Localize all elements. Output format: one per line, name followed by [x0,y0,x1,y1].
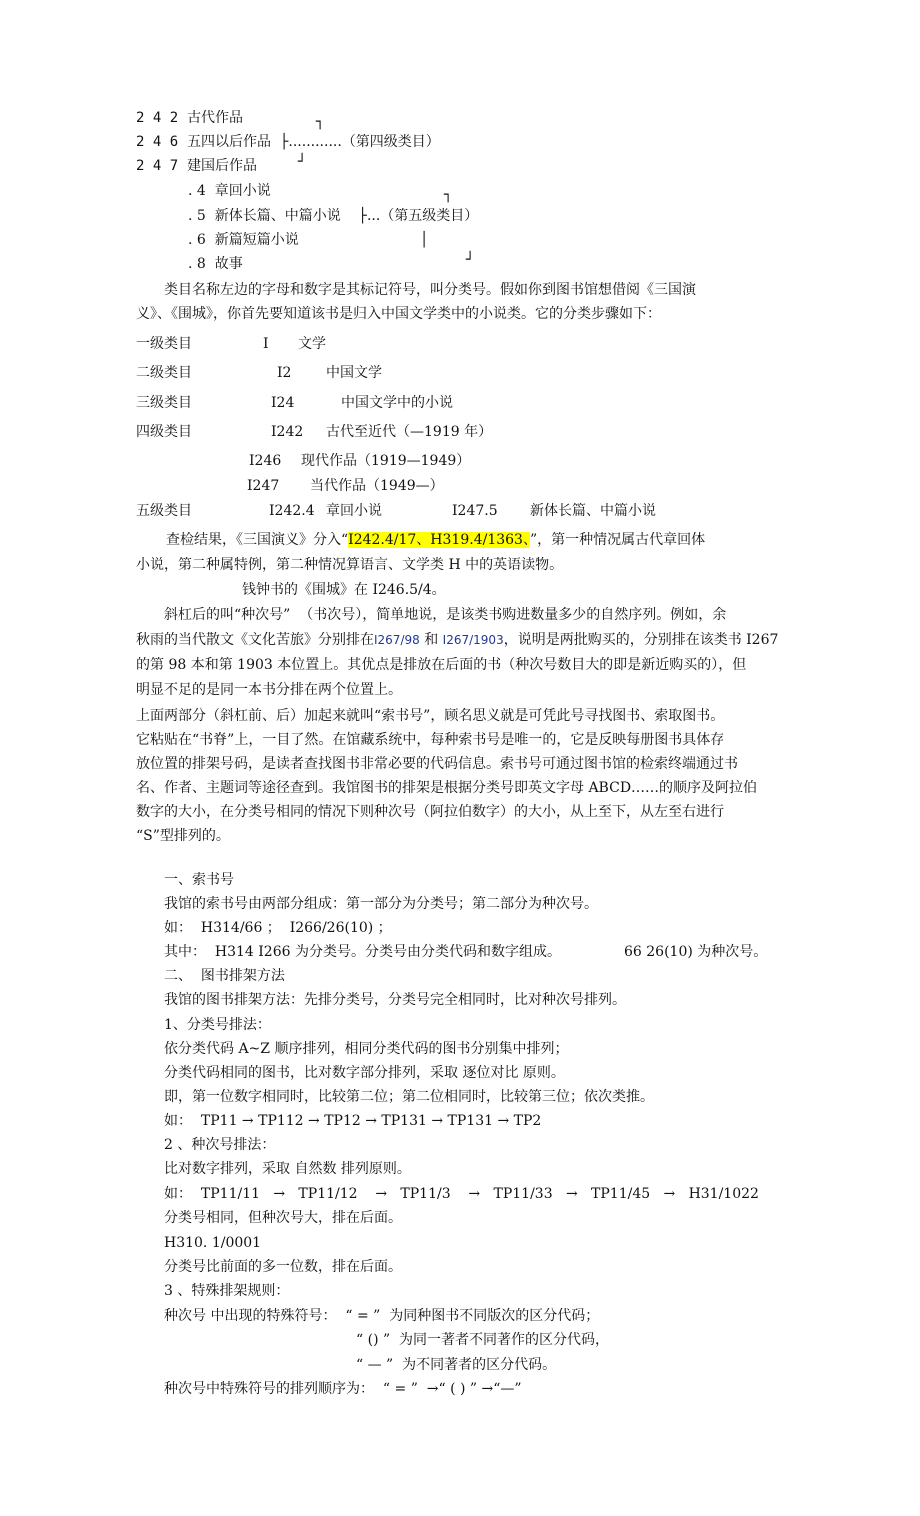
zhc-line-1: 斜杠后的叫“种次号” （书次号），简单地说，是该类书购进数量多少的自然序列。例如，余 [164,607,727,623]
tree-row-246: 2 4 6 五四以后作品 ├............（第四级类目） [136,134,440,150]
intro-line-1: 类目名称左边的字母和数字是其标记符号，叫分类号。假如你到图书馆想借阅《三国演 [164,282,696,298]
section-2-title: 二、 图书排架方法 [164,968,285,984]
intro-emphasis: 中国文学类中的小说类。它的分类步骤如下： [381,306,661,322]
bracket-vertical: │ [420,232,429,248]
sy-line-4: 名、作者、主题词等途径查到。我馆图书的排架是根据分类号即英文字母 ABCD……的顺序及阿拉伯 [136,780,758,796]
section-2-s1d: 如： TP11 → TP112 → TP12 → TP131 → TP131 → TP2 [164,1113,542,1129]
tree-name: 新体长篇、中篇小说 [214,208,341,224]
tree-code: . 5 [188,208,206,224]
sy-line-1: 上面两部分（斜杠前、后）加起来就叫“索书号”，顾名思义就是可凭此号寻找图书、索取图书。 [136,708,725,724]
section-2-s1b: 分类代码相同的图书，比对数字部分排列，采取 逐位对比 原则。 [164,1065,565,1081]
result-text: ”，第一种情况属古代章回体 [529,532,706,548]
section-2-s2b: 如： TP11/11 → TP11/12 → TP11/3 → TP11/33 → TP11/45 → H31/1022 [164,1186,759,1202]
section-2-s2a: 比对数字排列，采取 自然数 排列原则。 [164,1161,411,1177]
sy-line-5: 数字的大小，在分类号相同的情况下则种次号（阿拉伯数字）的大小，从上至下，从左至右进行 [136,804,724,820]
tree-name: 古代作品 [187,110,244,126]
bracket-top-corner: ┐ [316,114,325,130]
tree-sub-8 [188,254,243,274]
bracket-top-corner: ┐ [444,187,453,203]
section-1-p3b: 66 26(10) 为种次号。 [624,944,768,960]
tree-sub-4 [188,181,271,201]
section-2-s1: 1、分类号排法： [164,1017,271,1033]
level-1-name: 文学 [298,336,326,352]
level-5-code-2: I247.5 [452,503,498,519]
section-2-s1c: 即，第一位数字相同时，比较第二位；第二位相同时，比较第三位；依次类推。 [164,1089,654,1105]
tree-name: 章回小说 [214,183,271,199]
section-2-s3a1: 种次号 中出现的特殊符号： “ = ” 为同种图书不同版次的区分代码； [164,1308,600,1324]
tree-note: ...（第五级类目） [366,208,479,224]
section-1-p3a: 其中： H314 I266 为分类号。分类号由分类代码和数字组成。 [164,944,561,960]
sy-line-2: 它粘贴在“书脊”上，一目了然。在馆藏系统中，每种索书号是唯一的，它是反映每册图书具体存 [136,732,725,748]
result-line-1 [166,530,705,550]
intro-line-2 [136,304,661,324]
bracket-bottom-corner: ┘ [298,154,307,170]
tree-code: . 6 [188,232,206,248]
tree-name: 五四以后作品 [187,134,272,150]
level-4b-code: I246 [249,453,282,469]
call-number-link: I267/98 [374,633,420,647]
level-4c-name: 当代作品（1949—） [310,478,444,494]
bracket-bottom-corner: ┘ [466,252,475,268]
zhc-text: ，说明是两批购买的，分别排在该类书 I267 [503,632,779,648]
zhc-line-4: 明显不足的是同一本书分排在两个位置上。 [136,682,402,698]
section-2-s2c: 分类号相同，但种次号大，排在后面。 [164,1210,402,1226]
tree-code: . 8 [188,256,206,272]
level-4c-code: I247 [247,478,280,494]
level-5-code-1: I242.4 [269,503,315,519]
section-2-p1: 我馆的图书排架方法：先排分类号，分类号完全相同时，比对种次号排列。 [164,992,626,1008]
tree-code: 2 4 6 [136,134,179,150]
sy-line-3: 放位置的排架号码，是读者查找图书非常必要的代码信息。索书号可通过图书馆的检索终端通过书 [136,756,738,772]
section-2-s2d: H310. 1/0001 [164,1235,262,1251]
tree-code: 2 4 2 [136,110,179,126]
zhc-line-2 [136,630,778,650]
level-4-label: 四级类目 [136,424,192,440]
level-2-label: 二级类目 [136,365,192,381]
section-1-p2: 如： H314/66 ； I266/26(10) ； [164,920,392,936]
level-4-name: 古代至近代（—1919 年） [326,424,493,440]
tree-sub-5: . 5 新体长篇、中篇小说 ├...（第五级类目） [188,208,479,224]
section-2-s3: 3 、特殊排架规则： [164,1283,290,1299]
zhc-text: 和 [419,632,443,648]
result-line-3: 钱钟书的《围城》在 I246.5/4。 [242,582,446,598]
result-text: 查检结果，《三国演义》分入“ [166,532,349,548]
zhc-line-3: 的第 98 本和第 1903 本位置上。其优点是排放在后面的书（种次号数目大的即是新近购买的），但 [136,657,747,673]
level-4-code: I242 [271,424,304,440]
result-line-2: 小说，第二种属特例，第二种情况算语言、文学类 H 中的英语读物。 [136,557,564,573]
sy-line-6: “S”型排列的。 [136,828,230,844]
level-2-code: I2 [277,365,292,381]
intro-text: 义》、《围城》，你首先要知道该书是归入 [136,306,381,322]
highlighted-callnumbers: I242.4/17、H319.4/1363、 [348,532,530,548]
level-5-label: 五级类目 [136,503,192,519]
tree-note: ............（第四级类目） [288,134,440,150]
level-5-name-2: 新体长篇、中篇小说 [530,503,656,519]
call-number-link: I267/1903 [442,633,504,647]
level-1-label: 一级类目 [136,336,192,352]
section-1-title: 一、索书号 [164,872,234,888]
section-2-s2e: 分类号比前面的多一位数，排在后面。 [164,1259,402,1275]
level-3-name: 中国文学中的小说 [341,395,453,411]
level-5-name-1: 章回小说 [326,503,382,519]
tree-name: 建国后作品 [187,158,258,174]
section-1-p1: 我馆的索书号由两部分组成：第一部分为分类号；第二部分为种次号。 [164,896,598,912]
level-1-code: I [263,336,269,352]
tree-name: 新篇短篇小说 [214,232,299,248]
tree-name: 故事 [214,256,243,272]
section-2-s3a2: “ () ” 为同一著者不同著作的区分代码， [356,1332,610,1348]
tree-code: 2 4 7 [136,158,179,174]
level-3-label: 三级类目 [136,395,192,411]
level-4b-name: 现代作品（1919—1949） [301,453,471,469]
tree-row-242 [136,108,243,128]
level-2-name: 中国文学 [326,365,382,381]
level-3-code: I24 [271,395,295,411]
section-2-s2: 2 、种次号排法： [164,1137,276,1153]
section-2-s1a: 依分类代码 A~Z 顺序排列，相同分类代码的图书分别集中排列； [164,1041,569,1057]
tree-code: . 4 [188,183,206,199]
tree-row-247 [136,156,257,176]
zhc-text: 秋雨的当代散文《文化苦旅》分别排在 [136,632,374,648]
tree-sub-6 [188,230,299,250]
section-2-s3b: 种次号中特殊符号的排列顺序为： “ = ” →“ ( ) ” →“—” [164,1381,522,1397]
section-2-s3a3: “ — ” 为不同著者的区分代码。 [356,1357,557,1373]
